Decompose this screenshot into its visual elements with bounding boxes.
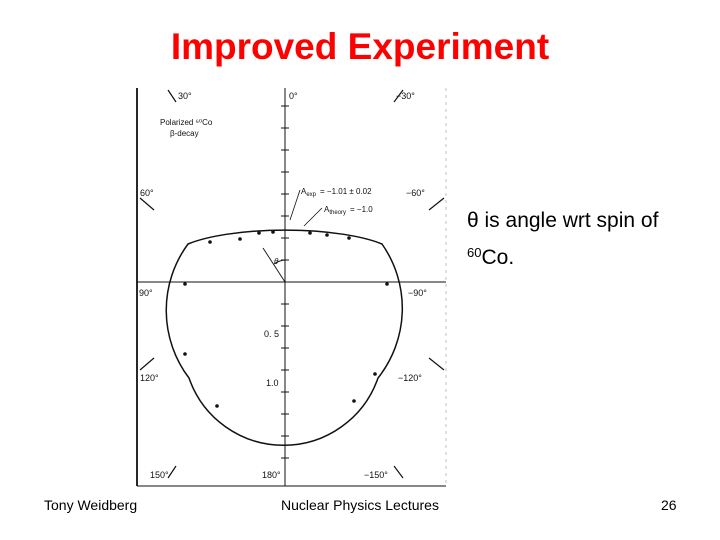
data-point	[257, 231, 261, 235]
a-theory-annotation: $A_{theory} = -1.0$	[324, 205, 373, 216]
angle-label-minus-90: −90°	[408, 288, 427, 298]
footer-author: Tony Weidberg	[44, 497, 138, 513]
angle-label-60: 60°	[140, 188, 154, 198]
page-number: 26	[661, 497, 677, 513]
angle-label-150: 150°	[150, 470, 169, 480]
angle-label-minus-120: −120°	[398, 373, 422, 383]
data-point	[238, 237, 242, 241]
slide-title: Improved Experiment	[170, 26, 550, 67]
angle-label-90: 90°	[139, 288, 153, 298]
data-point	[325, 233, 329, 237]
distribution-curve	[166, 230, 402, 445]
data-points	[183, 230, 389, 408]
data-point	[215, 404, 219, 408]
angle-label-120: 120°	[140, 373, 159, 383]
data-point	[271, 230, 275, 234]
a-exp-annotation: $A_{exp} = -1.01 \pm 0.02$	[301, 187, 372, 198]
angle-label-0: 0°	[289, 91, 298, 101]
data-point	[385, 282, 389, 286]
footer-course: Nuclear Physics Lectures	[281, 497, 439, 513]
angle-label-minus-30: −30°	[396, 91, 415, 101]
a-theory-pointer	[304, 208, 322, 226]
data-point	[308, 231, 312, 235]
angle-label-minus-60: −60°	[406, 188, 425, 198]
data-point	[352, 399, 356, 403]
angle-label-minus-150: −150°	[364, 470, 388, 480]
data-point	[183, 282, 187, 286]
theta-symbol: θ	[274, 257, 279, 266]
radial-label-1-0: 1.0	[266, 378, 279, 388]
data-point	[347, 236, 351, 240]
decay-label: β-decay	[170, 129, 199, 138]
data-point	[183, 352, 187, 356]
slide-caption: θ is angle wrt spin of $^{60}$Co.	[467, 209, 659, 269]
angle-label-180: 180°	[262, 470, 281, 480]
angle-label-30: 30°	[178, 91, 192, 101]
isotope-mass-number: 60	[467, 245, 482, 260]
a-exp-pointer	[290, 190, 300, 220]
radial-label-0-5: 0. 5	[264, 329, 280, 339]
sample-label: Polarized ⁶⁰Co	[160, 118, 213, 127]
data-point	[208, 240, 212, 244]
data-point	[373, 372, 377, 376]
polar-plot-figure	[128, 86, 450, 494]
